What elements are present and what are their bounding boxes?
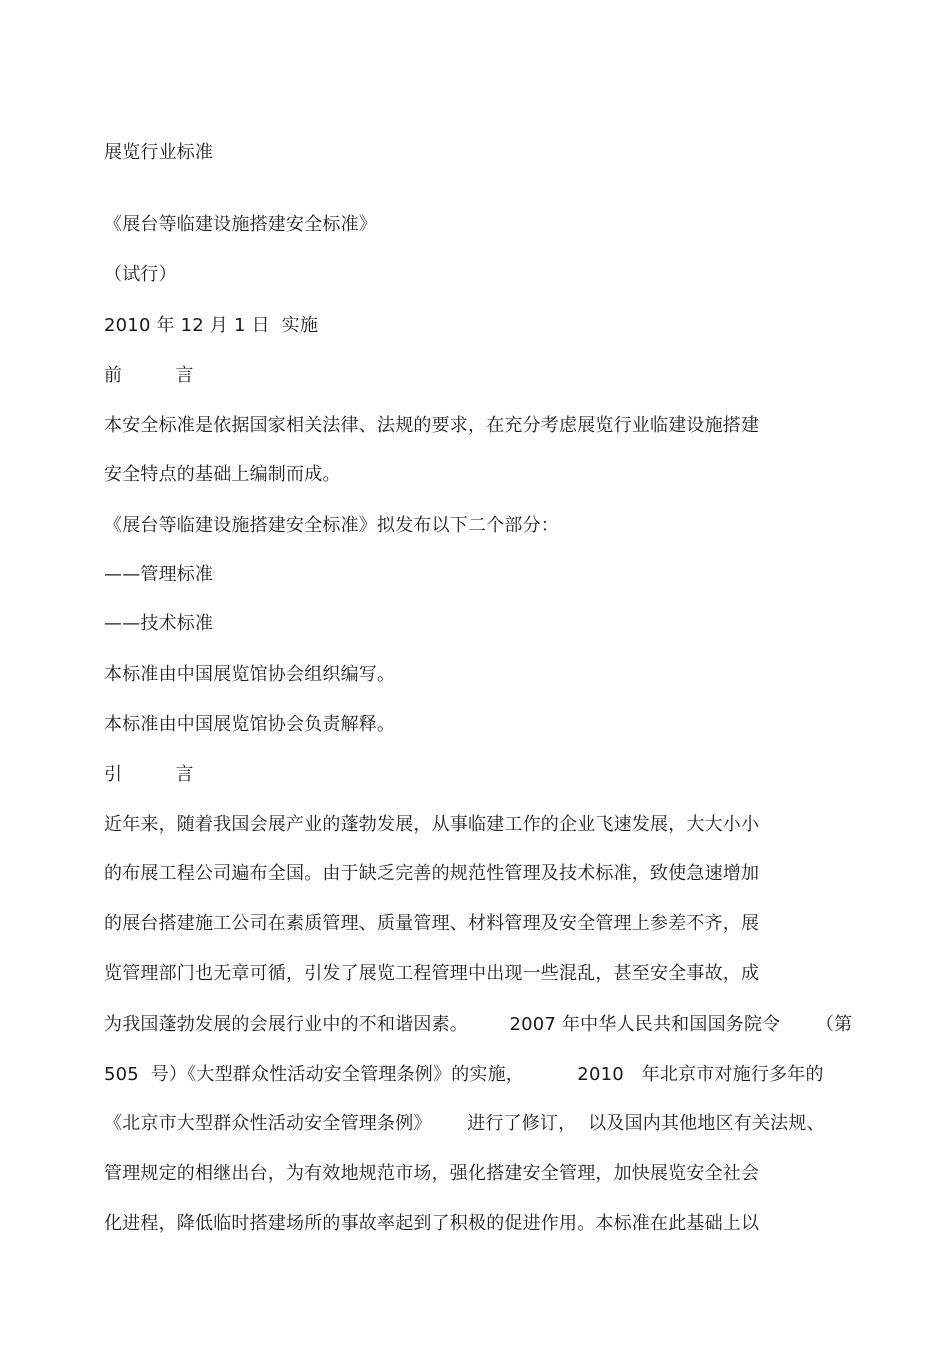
paragraph-line: 的布展工程公司遍布全国。由于缺乏完善的规范性管理及技术标准，致使急速增加 [104,863,760,884]
document-category: 展览行业标准 [104,142,214,163]
paragraph-line: 览管理部门也无章可循，引发了展览工程管理中出现一些混乱，甚至安全事故，成 [104,963,760,984]
list-item: ——技术标准 [104,613,214,634]
section-heading-foreword: 前 言 [104,365,194,386]
paragraph-line: 《展台等临建设施搭建安全标准》拟发布以下二个部分： [104,515,559,536]
list-item: ——管理标准 [104,564,214,585]
paragraph-line: 为我国蓬勃发展的会展行业中的不和谐因素。 2007 年中华人民共和国国务院令 （第 [104,1014,853,1035]
paragraph-line: 管理规定的相继出台，为有效地规范市场，强化搭建安全管理，加快展览安全社会 [104,1163,760,1184]
paragraph-line: 安全特点的基础上编制而成。 [104,464,341,485]
paragraph-line: 本标准由中国展览馆协会负责解释。 [104,714,396,735]
paragraph-line: 的展台搭建施工公司在素质管理、质量管理、材料管理及安全管理上参差不齐，展 [104,913,760,934]
document-status: （试行） [104,264,177,285]
effective-date: 2010 年 12 月 1 日 实施 [104,315,319,336]
document-title: 《展台等临建设施搭建安全标准》 [104,214,377,235]
paragraph-line: 化进程，降低临时搭建场所的事故率起到了积极的促进作用。本标准在此基础上以 [104,1213,760,1234]
paragraph-line: 本标准由中国展览馆协会组织编写。 [104,664,396,685]
paragraph-line: 近年来，随着我国会展产业的蓬勃发展，从事临建工作的企业飞速发展，大大小小 [104,814,760,835]
paragraph-line: 505 号）《大型群众性活动安全管理条例》的实施， 2010 年北京市对施行多年的 [104,1064,824,1085]
paragraph-line: 《北京市大型群众性活动安全管理条例》 进行了修订， 以及国内其他地区有关法规、 [104,1113,825,1134]
section-heading-introduction: 引 言 [104,764,194,785]
paragraph-line: 本安全标准是依据国家相关法律、法规的要求，在充分考虑展览行业临建设施搭建 [104,415,760,436]
